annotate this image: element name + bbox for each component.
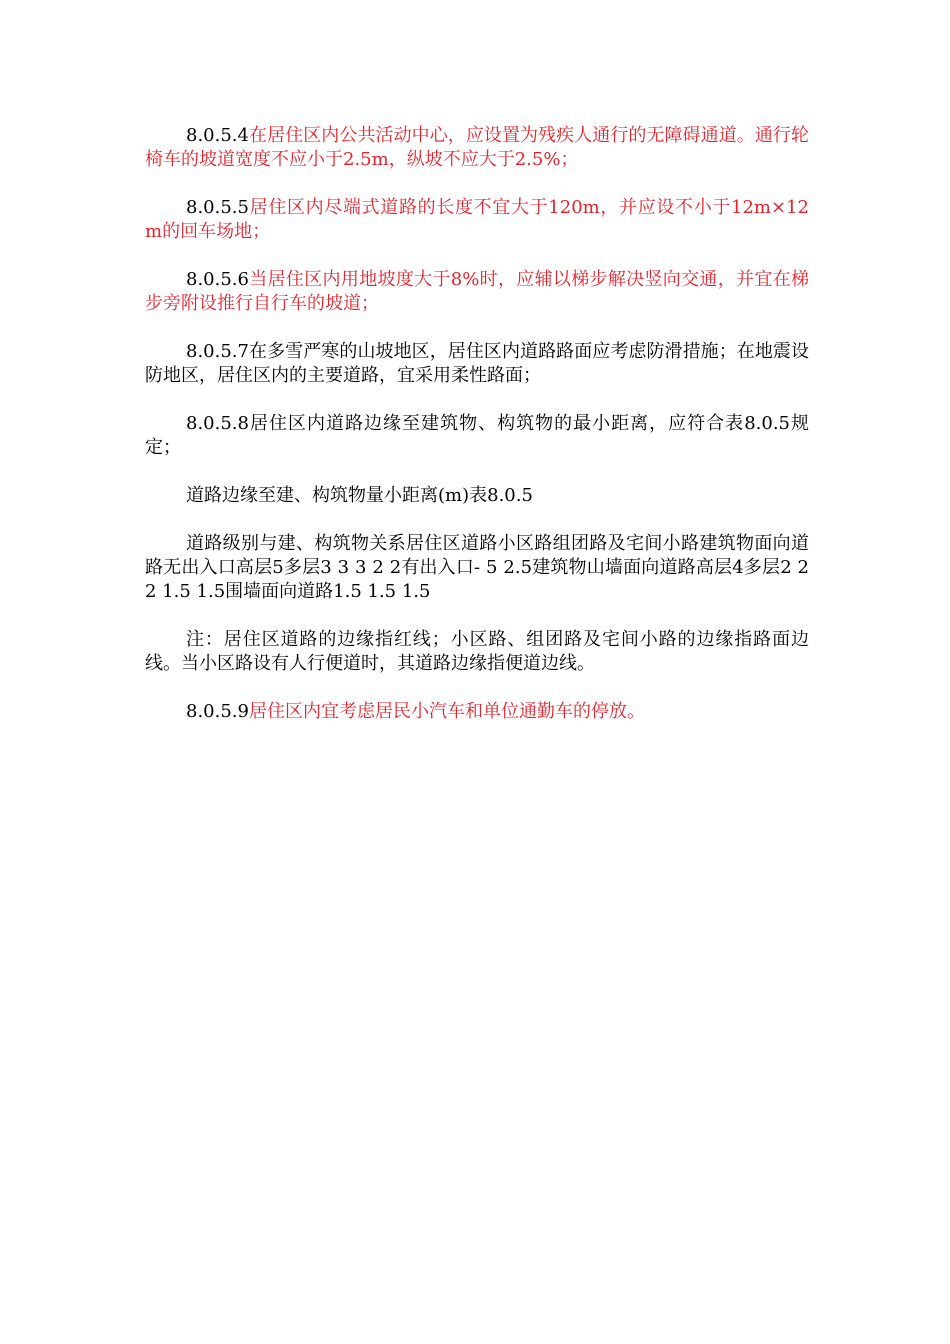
clause-8-0-5-5 bbox=[145, 196, 809, 244]
clause-text: 在居住区内公共活动中心，应设置为残疾人通行的无障碍通道。通行轮椅车的坡道宽度不应小于2.5m，纵坡不应大于2.5%； bbox=[145, 125, 809, 170]
clause-number: 8.0.5.8 bbox=[186, 413, 249, 434]
clause-8-0-5-9 bbox=[145, 700, 809, 724]
table-note-text: 注：居住区道路的边缘指红线；小区路、组团路及宅间小路的边缘指路面边线。当小区路设有人行便道时，其道路边缘指便道边线。 bbox=[145, 629, 809, 674]
clause-text: 居住区内尽端式道路的长度不宜大于120m，并应设不小于12m×12m的回车场地； bbox=[145, 197, 809, 242]
clause-number: 8.0.5.4 bbox=[186, 125, 249, 146]
table-title-text: 道路边缘至建、构筑物量小距离(m)表8.0.5 bbox=[186, 485, 533, 506]
clause-number: 8.0.5.5 bbox=[186, 197, 249, 218]
clause-8-0-5-4 bbox=[145, 124, 809, 172]
table-content-text: 道路级别与建、构筑物关系居住区道路小区路组团路及宅间小路建筑物面向道路无出入口高层5多层3 3 3 2 2有出入口- 5 2.5建筑物山墙面向道路高层4多层2 2 2 1.5 1.5围墙面向道路1.5 1.5 1.5 bbox=[145, 533, 809, 602]
clause-number: 8.0.5.6 bbox=[186, 269, 249, 290]
clause-8-0-5-6 bbox=[145, 268, 809, 316]
table-content bbox=[145, 532, 809, 604]
table-title bbox=[145, 484, 809, 508]
clause-number: 8.0.5.7 bbox=[186, 341, 249, 362]
clause-text: 居住区内宜考虑居民小汽车和单位通勤车的停放。 bbox=[248, 701, 645, 722]
table-note bbox=[145, 628, 809, 676]
clause-text: 居住区内道路边缘至建筑物、构筑物的最小距离，应符合表8.0.5规定； bbox=[145, 413, 809, 458]
clause-text: 当居住区内用地坡度大于8%时，应辅以梯步解决竖向交通，并宜在梯步旁附设推行自行车的坡道； bbox=[145, 269, 809, 314]
clause-text: 在多雪严寒的山坡地区，居住区内道路路面应考虑防滑措施；在地震设防地区，居住区内的主要道路，宜采用柔性路面； bbox=[145, 341, 809, 386]
clause-number: 8.0.5.9 bbox=[186, 701, 249, 722]
clause-8-0-5-8 bbox=[145, 412, 809, 460]
clause-8-0-5-7 bbox=[145, 340, 809, 388]
document-body bbox=[145, 124, 809, 748]
